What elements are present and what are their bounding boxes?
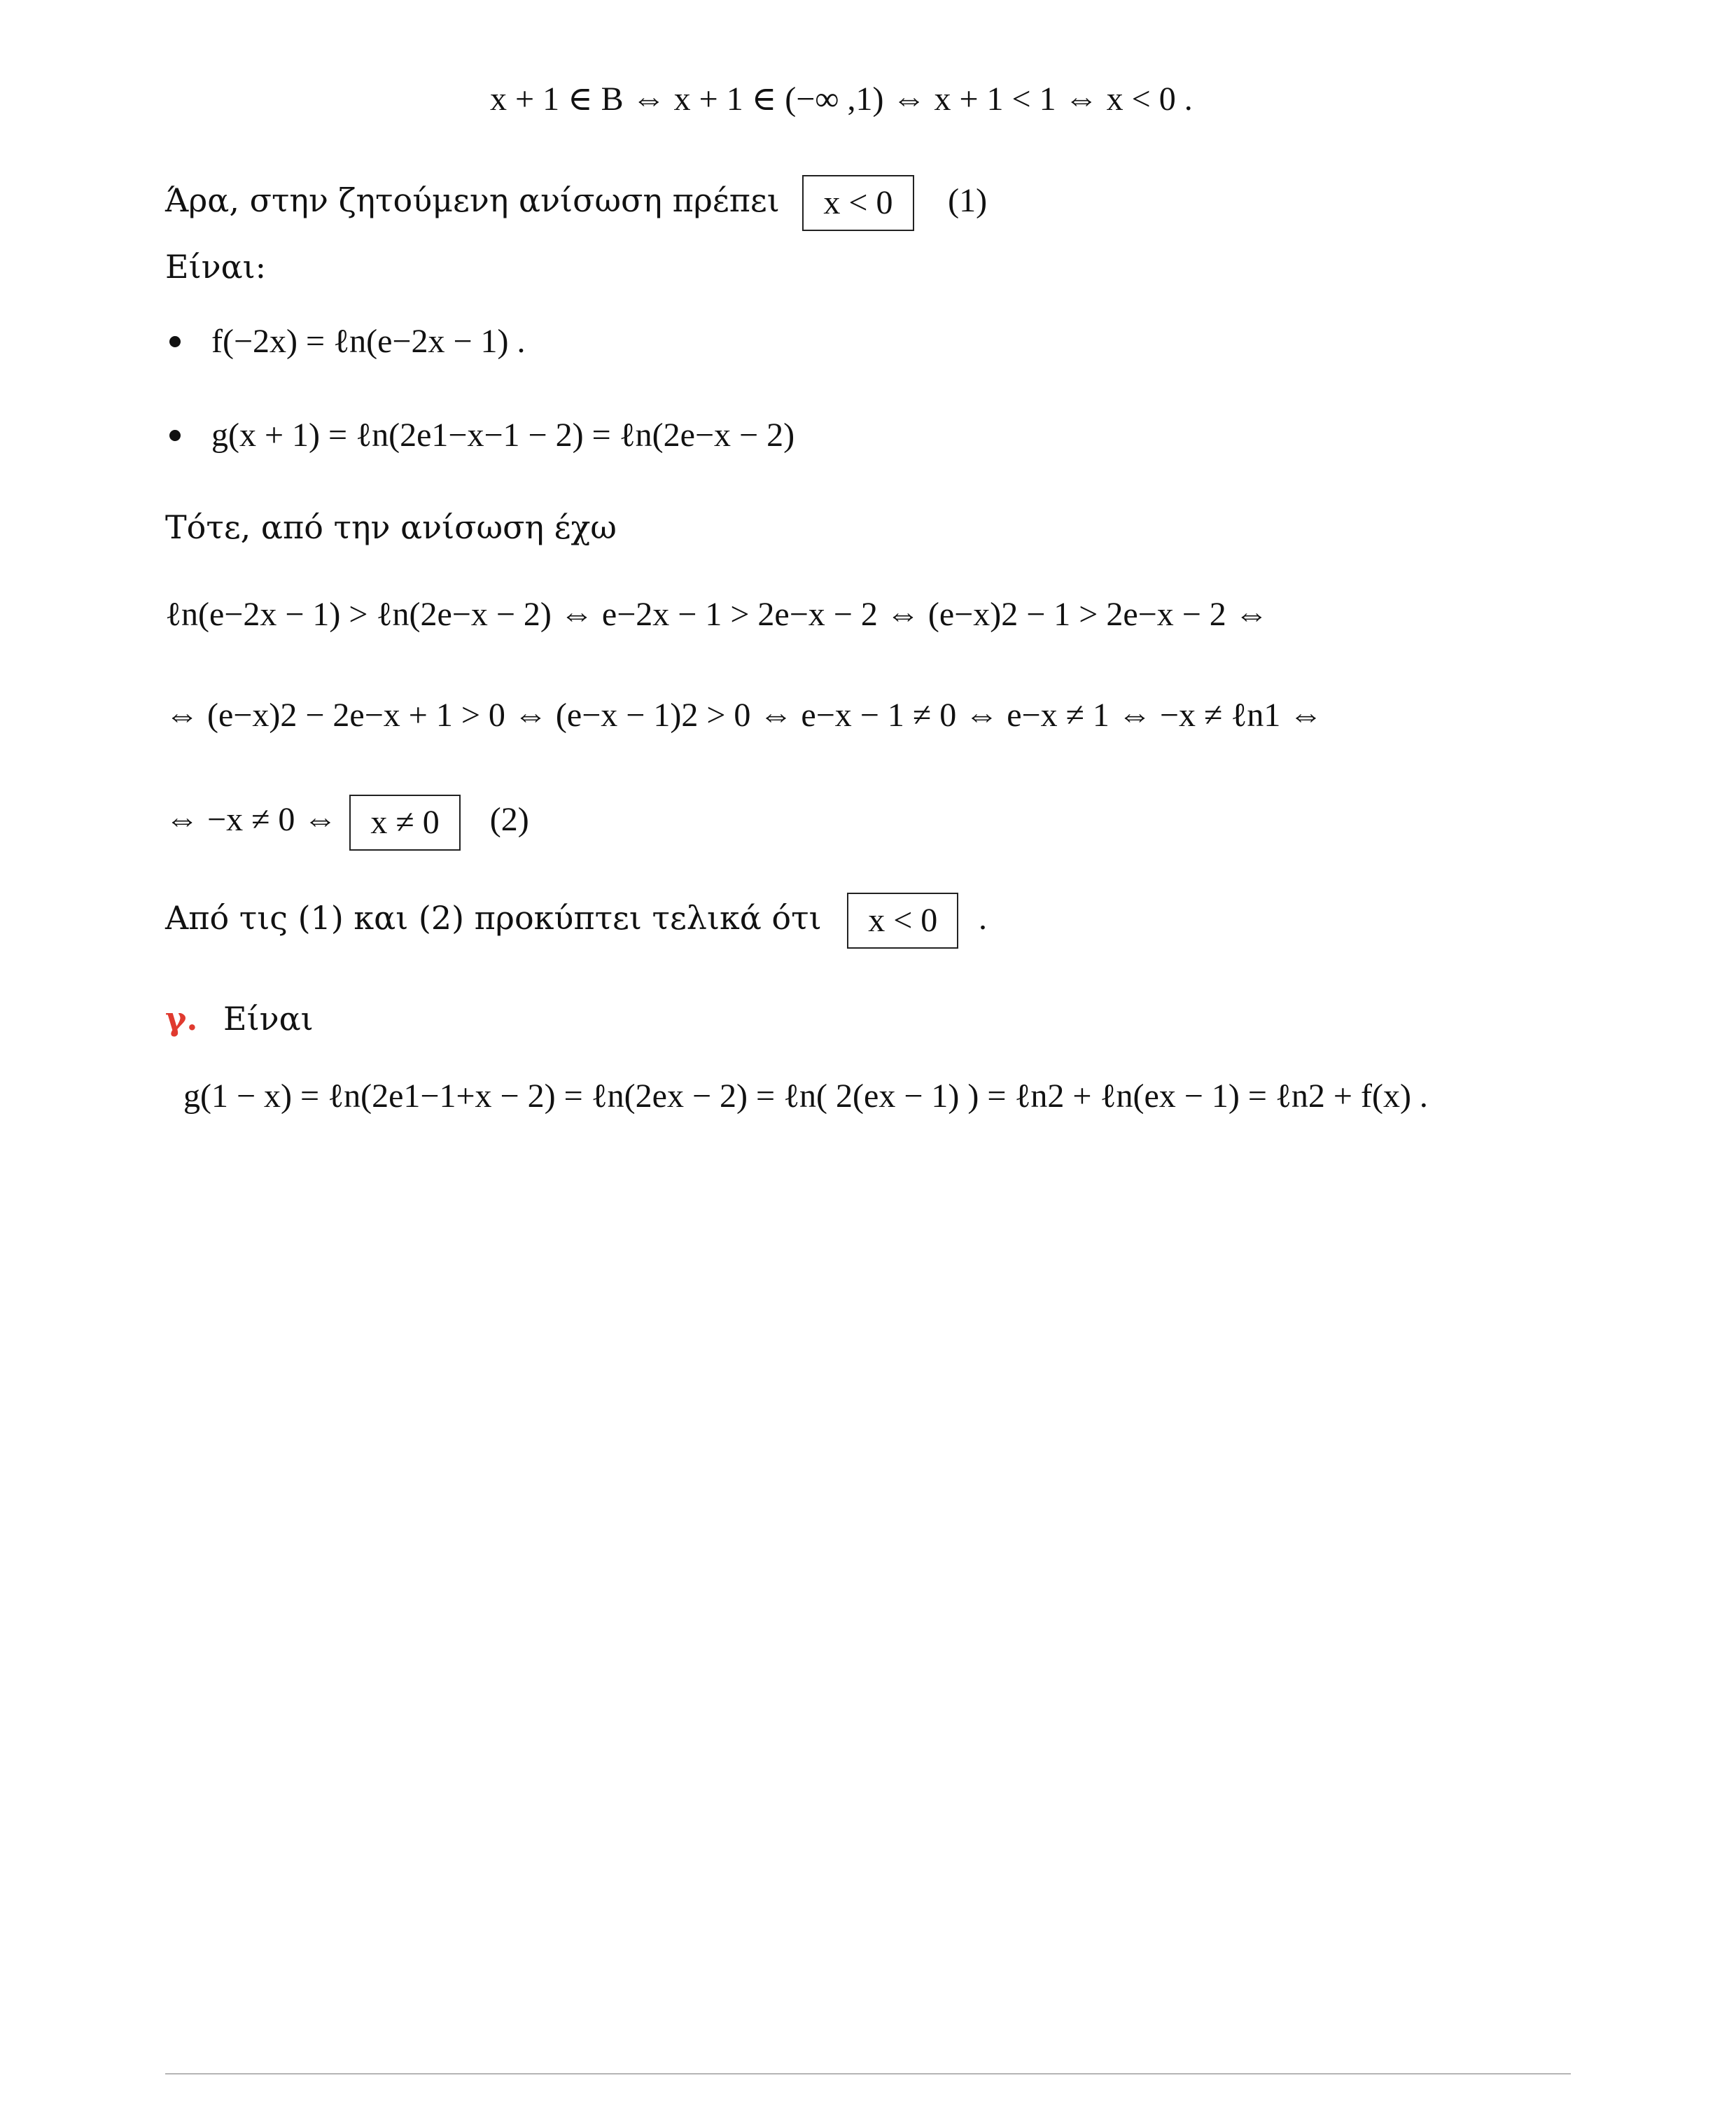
- inequality-line-3-boxed: x ≠ 0: [349, 795, 460, 851]
- conclusion-1-tag: (1): [948, 182, 988, 219]
- inequality-line-3-tag: (2): [489, 801, 529, 839]
- equation-set-membership: x + 1 ∈ B ⇔ x + 1 ∈ (−∞ ,1) ⇔ x + 1 < 1 ⇔ x < 0 .: [490, 81, 1193, 118]
- conclusion-1-boxed: x < 0: [802, 175, 913, 231]
- tote-text: Τότε, από την ανίσωση έχω: [165, 508, 617, 546]
- bullet-2-equation: g(x + 1) = ℓn(2e1−x−1 − 2) = ℓn(2e−x − 2): [211, 417, 795, 454]
- bullet-2-marker: [169, 430, 181, 441]
- final-conclusion-dot: .: [978, 900, 987, 937]
- eival-label: Είναι:: [165, 248, 267, 286]
- gamma-text: Είναι: [223, 1000, 314, 1038]
- conclusion-1-text: Άρα, στην ζητούμενη ανίσωση πρέπει: [165, 181, 780, 219]
- footer-divider: [165, 2073, 1571, 2074]
- inequality-line-3-prefix: ⇔ −x ≠ 0 ⇔: [165, 801, 337, 839]
- inequality-line-2: ⇔ (e−x)2 − 2e−x + 1 > 0 ⇔ (e−x − 1)2 > 0 ⇔ e−x − 1 ≠ 0 ⇔ e−x ≠ 1 ⇔ −x ≠ ℓn1 ⇔: [165, 697, 1323, 734]
- conclusion-1-line: [165, 175, 987, 231]
- inequality-line-1: ℓn(e−2x − 1) > ℓn(2e−x − 2) ⇔ e−2x − 1 > 2e−x − 2 ⇔ (e−x)2 − 1 > 2e−x − 2 ⇔: [165, 596, 1268, 633]
- inequality-line-3: [165, 795, 529, 851]
- gamma-equation: g(1 − x) = ℓn(2e1−1+x − 2) = ℓn(2ex − 2) = ℓn( 2(ex − 1) ) = ℓn2 + ℓn(ex − 1) = ℓn2 + f(x) .: [183, 1078, 1428, 1115]
- gamma-label: γ.: [165, 1000, 198, 1038]
- gamma-heading: [165, 1000, 314, 1038]
- final-conclusion-text: Από τις (1) και (2) προκύπτει τελικά ότι: [165, 899, 822, 937]
- bullet-1-equation: f(−2x) = ℓn(e−2x − 1) .: [211, 323, 526, 360]
- final-conclusion-line: [165, 893, 987, 949]
- bullet-1-marker: [169, 336, 181, 347]
- final-conclusion-boxed: x < 0: [847, 893, 958, 949]
